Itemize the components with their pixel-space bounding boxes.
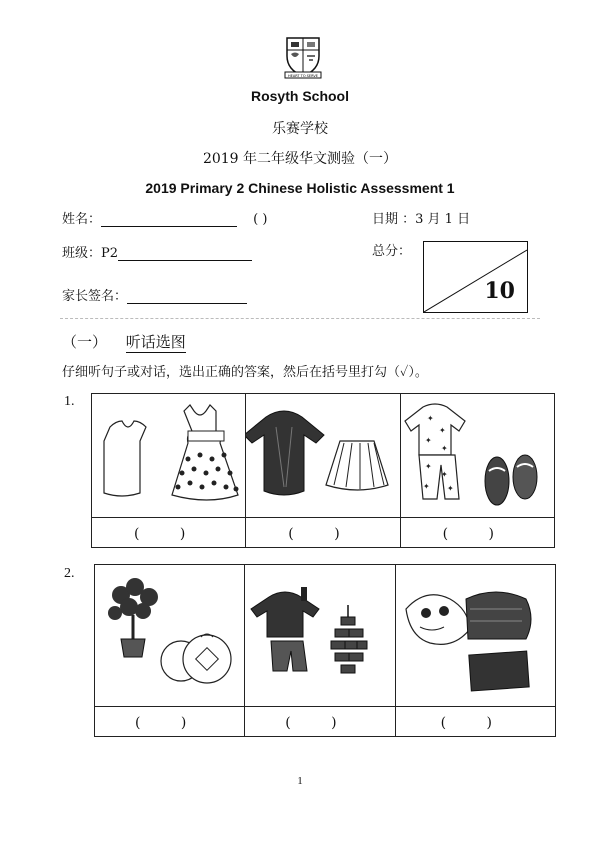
svg-text:✦: ✦ <box>422 481 430 491</box>
class-line[interactable] <box>118 260 252 261</box>
school-name-zh: 乐赛学校 <box>272 121 328 137</box>
name-line[interactable] <box>101 226 237 227</box>
q1-option-3-answer[interactable]: ( ) <box>400 518 554 548</box>
school-crest-icon <box>283 34 323 80</box>
q2-option-2-picture <box>245 565 395 707</box>
sleeveless-top-and-polka-dress-icon <box>92 397 242 515</box>
score-box[interactable] <box>423 241 528 313</box>
name-field <box>62 208 267 227</box>
q1-option-2-answer[interactable]: ( ) <box>246 518 400 548</box>
q2-option-2-answer[interactable]: ( ) <box>245 707 395 737</box>
question-1-table <box>91 393 555 548</box>
svg-text:✦: ✦ <box>440 443 448 453</box>
potted-tree-and-mandarin-oranges-icon <box>95 569 239 703</box>
page-number: 1 <box>297 775 303 787</box>
q2-option-3-picture <box>395 565 556 707</box>
lion-dance-and-red-packet-icon <box>396 569 550 703</box>
svg-text:✦: ✦ <box>440 469 448 479</box>
parent-signature-label: 家长签名： <box>62 289 128 304</box>
parent-signature-line[interactable] <box>127 303 247 304</box>
q2-option-3-answer[interactable]: ( ) <box>395 707 556 737</box>
question-number-2: 2. <box>64 566 75 581</box>
test-title-en: 2019 Primary 2 Chinese Holistic Assessment 1 <box>145 180 455 196</box>
q1-option-1-picture <box>92 394 246 518</box>
name-paren: ( ) <box>253 212 268 227</box>
total-label: 总分： <box>372 244 412 259</box>
test-title-zh: 2019 年二年级华文测验（一） <box>202 151 398 167</box>
name-label: 姓名： <box>62 212 102 227</box>
section-number: （一） <box>62 333 108 351</box>
question-number-1: 1. <box>64 394 75 409</box>
section-title: 听话选图 <box>125 333 186 351</box>
q1-option-1-answer[interactable]: ( ) <box>92 518 246 548</box>
q2-option-1-picture <box>95 565 245 707</box>
pajamas-and-slippers-icon <box>401 397 551 515</box>
q1-option-3-picture <box>400 394 554 518</box>
date-field: 日期 ：3 月 1 日 <box>372 212 471 227</box>
scan-divider <box>60 318 540 320</box>
q1-option-2-picture <box>246 394 400 518</box>
q2-option-1-answer[interactable]: ( ) <box>95 707 245 737</box>
traditional-dress-and-skirt-icon <box>246 397 396 515</box>
svg-text:✦: ✦ <box>446 483 454 493</box>
svg-text:✦: ✦ <box>424 461 432 471</box>
svg-text:✦: ✦ <box>424 435 432 445</box>
section-heading <box>62 331 186 352</box>
svg-text:✦: ✦ <box>438 425 446 435</box>
section-instruction: 仔细听句子或对话，选出正确的答案，然后在括号里打勾（✓）。 <box>62 365 428 380</box>
parent-signature-field <box>62 285 247 304</box>
crest-motto: HEART TO SERVE <box>288 74 318 78</box>
score-max: 10 <box>484 278 515 304</box>
question-2-table <box>94 564 556 737</box>
school-name-en: Rosyth School <box>250 88 349 104</box>
class-label: 班级：P2 <box>62 246 119 261</box>
new-year-clothes-and-firecrackers-icon <box>245 569 389 703</box>
class-field <box>62 242 252 261</box>
svg-text:✦: ✦ <box>426 413 434 423</box>
